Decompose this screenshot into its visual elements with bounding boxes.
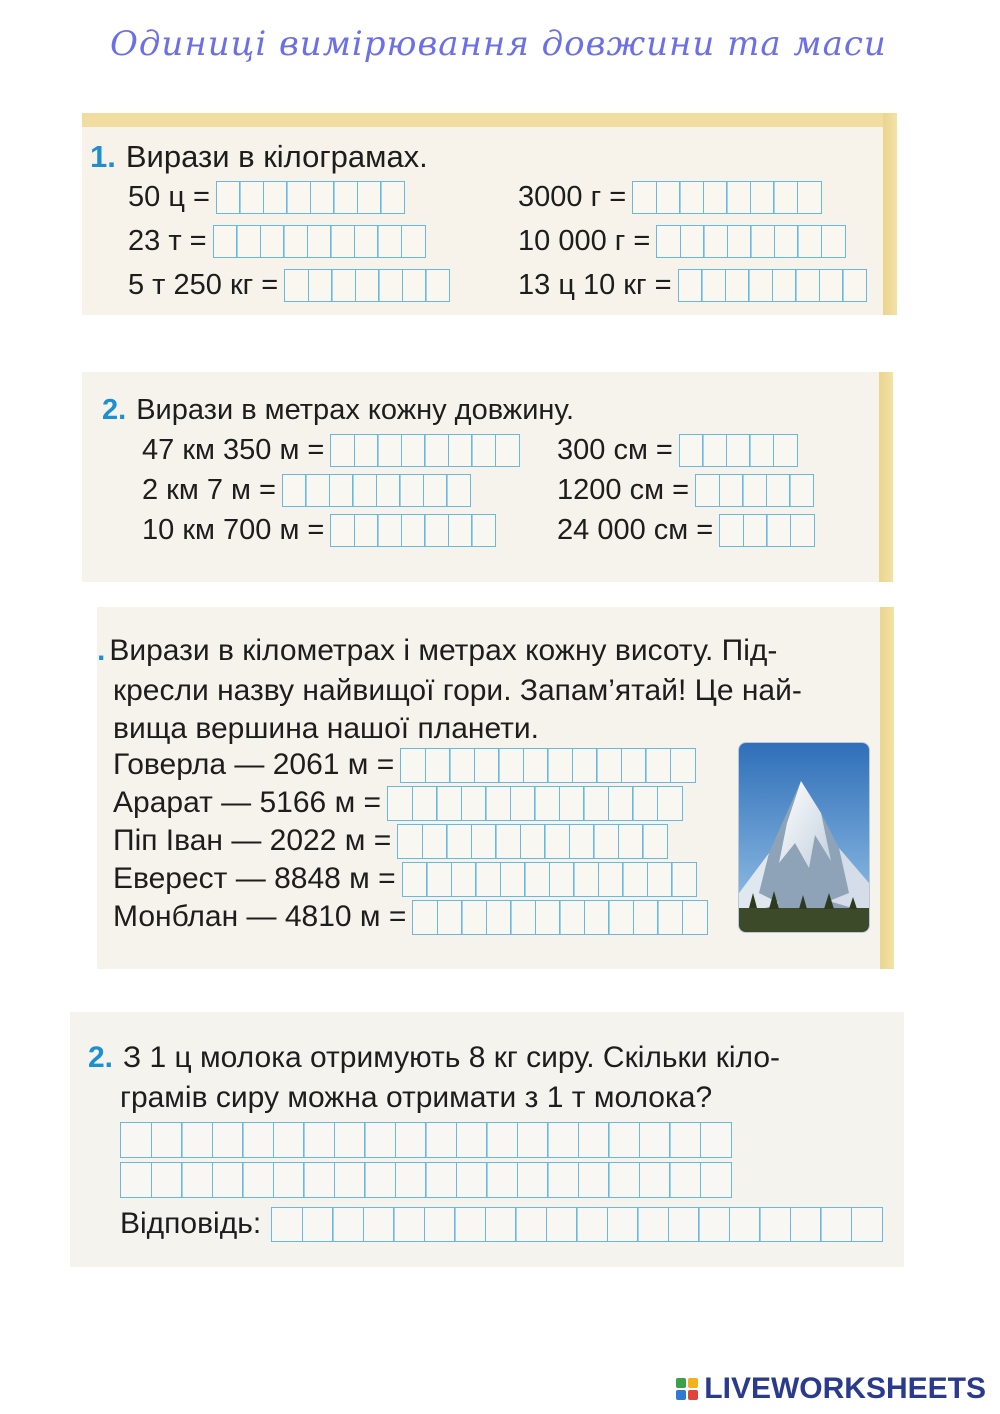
answer-cell[interactable]: [454, 1207, 486, 1242]
ex3-item-2: [113, 783, 681, 823]
answer-cell[interactable]: [424, 1207, 456, 1242]
solution-cell[interactable]: [608, 1162, 640, 1198]
answer-cell[interactable]: [263, 181, 288, 214]
answer-cell[interactable]: [387, 786, 413, 821]
answer-cell[interactable]: [437, 900, 463, 935]
ex1-item-4: [518, 179, 820, 215]
answer-cell[interactable]: [790, 514, 815, 547]
answer-cell[interactable]: [448, 434, 473, 467]
answer-field[interactable]: [271, 1207, 881, 1242]
exercise-2-heading: [102, 392, 574, 428]
answer-cell[interactable]: [647, 862, 673, 897]
answer-cell[interactable]: [593, 824, 619, 859]
answer-cell[interactable]: [378, 269, 403, 302]
answer-field[interactable]: [397, 824, 667, 859]
answer-cell[interactable]: [213, 225, 238, 258]
answer-field[interactable]: [679, 434, 797, 467]
answer-cell[interactable]: [239, 181, 264, 214]
answer-cell[interactable]: [448, 514, 473, 547]
answer-cell[interactable]: [486, 900, 512, 935]
ex1-label-6: 13 ц 10 кг =: [518, 269, 672, 301]
answer-cell[interactable]: [789, 474, 814, 507]
answer-cell[interactable]: [645, 748, 671, 783]
solution-row-1[interactable]: [120, 1122, 730, 1158]
worksheet-title: Одиниці вимірювання довжини та маси: [110, 24, 887, 64]
ex2-label-5: 1200 см =: [557, 474, 690, 506]
exercise-number: 1.: [90, 139, 116, 174]
answer-cell[interactable]: [749, 434, 774, 467]
solution-cell[interactable]: [212, 1162, 244, 1198]
answer-cell[interactable]: [401, 225, 426, 258]
answer-cell[interactable]: [402, 269, 427, 302]
answer-cell[interactable]: [376, 474, 401, 507]
solution-cell[interactable]: [334, 1162, 366, 1198]
answer-cell[interactable]: [422, 824, 448, 859]
answer-cell[interactable]: [772, 269, 797, 302]
solution-cell[interactable]: [120, 1122, 152, 1158]
solution-cell[interactable]: [669, 1162, 701, 1198]
ex1-item-2: [128, 223, 424, 259]
ex1-item-3: [128, 267, 449, 303]
answer-cell[interactable]: [726, 181, 751, 214]
answer-field[interactable]: [216, 181, 404, 214]
answer-cell[interactable]: [633, 900, 659, 935]
answer-cell[interactable]: [679, 434, 704, 467]
answer-field[interactable]: [656, 225, 844, 258]
answer-cell[interactable]: [357, 181, 382, 214]
answer-cell[interactable]: [393, 1207, 425, 1242]
ex2-label-1: 47 км 350 м =: [142, 434, 325, 466]
logo-text: LIVEWORKSHEETS: [704, 1372, 986, 1405]
answer-cell[interactable]: [572, 748, 598, 783]
answer-cell[interactable]: [412, 900, 438, 935]
answer-cell[interactable]: [702, 434, 727, 467]
answer-cell[interactable]: [703, 181, 728, 214]
exercise-3-text-3: вища вершина нашої планети.: [113, 712, 539, 745]
answer-cell[interactable]: [236, 225, 261, 258]
answer-field[interactable]: [678, 269, 866, 302]
exercise-4-line-1: [88, 1038, 780, 1078]
answer-cell[interactable]: [547, 748, 573, 783]
ex2-label-6: 24 000 см =: [557, 514, 714, 546]
exercise-4-line-2: [120, 1078, 712, 1118]
answer-cell[interactable]: [461, 900, 487, 935]
ex2-item-1: [142, 432, 518, 468]
answer-cell[interactable]: [750, 181, 775, 214]
answer-cell[interactable]: [549, 862, 575, 897]
answer-cell[interactable]: [330, 225, 355, 258]
ex2-item-2: [142, 472, 470, 508]
solution-cell[interactable]: [273, 1122, 305, 1158]
answer-cell[interactable]: [695, 474, 720, 507]
answer-cell[interactable]: [302, 1207, 334, 1242]
solution-cell[interactable]: [517, 1162, 549, 1198]
answer-cell[interactable]: [363, 1207, 395, 1242]
answer-cell[interactable]: [352, 474, 377, 507]
answer-cell[interactable]: [282, 474, 307, 507]
answer-cell[interactable]: [397, 824, 423, 859]
solution-cell[interactable]: [151, 1162, 183, 1198]
solution-cell[interactable]: [364, 1162, 396, 1198]
answer-cell[interactable]: [766, 514, 791, 547]
answer-cell[interactable]: [632, 181, 657, 214]
answer-cell[interactable]: [355, 269, 380, 302]
mountain-illustration: [739, 743, 869, 932]
solution-cell[interactable]: [181, 1162, 213, 1198]
answer-cell[interactable]: [656, 225, 681, 258]
solution-cell[interactable]: [151, 1122, 183, 1158]
solution-cell[interactable]: [212, 1122, 244, 1158]
answer-cell[interactable]: [774, 225, 799, 258]
answer-cell[interactable]: [284, 269, 309, 302]
answer-cell[interactable]: [216, 181, 241, 214]
answer-cell[interactable]: [307, 225, 332, 258]
solution-cell[interactable]: [486, 1162, 518, 1198]
answer-cell[interactable]: [773, 181, 798, 214]
answer-cell[interactable]: [679, 181, 704, 214]
answer-cell[interactable]: [656, 181, 681, 214]
answer-cell[interactable]: [576, 1207, 608, 1242]
liveworksheets-logo: [676, 1372, 986, 1406]
answer-field[interactable]: [282, 474, 470, 507]
answer-cell[interactable]: [725, 269, 750, 302]
answer-cell[interactable]: [498, 748, 524, 783]
answer-cell[interactable]: [773, 434, 798, 467]
answer-cell[interactable]: [426, 862, 452, 897]
exercise-4-panel: [70, 1012, 904, 1267]
answer-field[interactable]: [719, 514, 813, 547]
answer-cell[interactable]: [377, 225, 402, 258]
answer-cell[interactable]: [795, 269, 820, 302]
answer-cell[interactable]: [607, 1207, 639, 1242]
answer-cell[interactable]: [598, 862, 624, 897]
solution-cell[interactable]: [456, 1122, 488, 1158]
answer-cell[interactable]: [330, 434, 355, 467]
solution-cell[interactable]: [547, 1122, 579, 1158]
solution-cell[interactable]: [395, 1162, 427, 1198]
answer-cell[interactable]: [569, 824, 595, 859]
ex2-label-4: 300 см =: [557, 434, 673, 466]
answer-cell[interactable]: [474, 748, 500, 783]
solution-cell[interactable]: [364, 1122, 396, 1158]
solution-cell[interactable]: [303, 1162, 335, 1198]
answer-cell[interactable]: [260, 225, 285, 258]
exercise-2-text: Вирази в метрах кожну довжину.: [136, 394, 575, 426]
answer-cell[interactable]: [402, 862, 428, 897]
ex1-label-5: 10 000 г =: [518, 225, 651, 257]
answer-cell[interactable]: [329, 474, 354, 507]
exercise-3-line-3: [113, 709, 539, 749]
answer-cell[interactable]: [424, 514, 449, 547]
ex3-label-3: Піп Іван — 2022 м =: [113, 824, 392, 857]
answer-field[interactable]: [330, 514, 495, 547]
solution-cell[interactable]: [425, 1122, 457, 1158]
ex2-item-4: [557, 432, 796, 468]
answer-cell[interactable]: [377, 514, 402, 547]
answer-cell[interactable]: [475, 862, 501, 897]
answer-cell[interactable]: [461, 786, 487, 821]
ex1-item-6: [518, 267, 866, 303]
ex3-label-5: Монблан — 4810 м =: [113, 900, 407, 933]
answer-cell[interactable]: [680, 225, 705, 258]
ex3-item-3: [113, 821, 667, 861]
answer-cell[interactable]: [766, 474, 791, 507]
solution-cell[interactable]: [578, 1122, 610, 1158]
exercise-4-text-1: З 1 ц молока отримують 8 кг сиру. Скільки кіло-: [123, 1041, 781, 1074]
answer-cell[interactable]: [546, 1207, 578, 1242]
answer-cell[interactable]: [330, 514, 355, 547]
answer-cell[interactable]: [500, 862, 526, 897]
ex2-item-5: [557, 472, 813, 508]
solution-cell[interactable]: [700, 1162, 732, 1198]
solution-cell[interactable]: [639, 1162, 671, 1198]
answer-cell[interactable]: [446, 824, 472, 859]
answer-field[interactable]: [402, 862, 696, 897]
answer-cell[interactable]: [510, 786, 536, 821]
answer-cell[interactable]: [535, 900, 561, 935]
solution-cell[interactable]: [242, 1122, 274, 1158]
answer-cell[interactable]: [559, 786, 585, 821]
answer-cell[interactable]: [271, 1207, 303, 1242]
ex2-item-6: [557, 512, 813, 548]
ex1-item-1: [128, 179, 404, 215]
answer-cell[interactable]: [354, 514, 379, 547]
solution-cell[interactable]: [273, 1162, 305, 1198]
exercise-4-text-2: грамів сиру можна отримати з 1 т молока?: [120, 1081, 713, 1114]
answer-cell[interactable]: [618, 824, 644, 859]
answer-field[interactable]: [412, 900, 706, 935]
solution-cell[interactable]: [334, 1122, 366, 1158]
answer-cell[interactable]: [524, 862, 550, 897]
answer-cell[interactable]: [678, 269, 703, 302]
ex3-label-4: Еверест — 8848 м =: [113, 862, 396, 895]
answer-cell[interactable]: [759, 1207, 791, 1242]
solution-cell[interactable]: [639, 1122, 671, 1158]
answer-cell[interactable]: [446, 474, 471, 507]
answer-cell[interactable]: [596, 748, 622, 783]
solution-cell[interactable]: [517, 1122, 549, 1158]
answer-cell[interactable]: [657, 900, 683, 935]
solution-cell[interactable]: [700, 1122, 732, 1158]
answer-cell[interactable]: [510, 900, 536, 935]
solution-cell[interactable]: [303, 1122, 335, 1158]
answer-cell[interactable]: [310, 181, 335, 214]
answer-cell[interactable]: [608, 786, 634, 821]
answer-cell[interactable]: [451, 862, 477, 897]
answer-cell[interactable]: [703, 225, 728, 258]
answer-cell[interactable]: [573, 862, 599, 897]
answer-cell[interactable]: [449, 748, 475, 783]
ex1-label-4: 3000 г =: [518, 181, 627, 213]
answer-cell[interactable]: [797, 225, 822, 258]
answer-cell[interactable]: [584, 900, 610, 935]
answer-cell[interactable]: [642, 824, 668, 859]
answer-cell[interactable]: [425, 269, 450, 302]
answer-cell[interactable]: [331, 269, 356, 302]
ex3-item-1: [113, 745, 694, 785]
answer-cell[interactable]: [399, 474, 424, 507]
answer-cell[interactable]: [471, 434, 496, 467]
exercise-3-line-2: [113, 671, 802, 711]
answer-cell[interactable]: [305, 474, 330, 507]
exercise-2-panel: [82, 372, 893, 582]
solution-cell[interactable]: [242, 1162, 274, 1198]
answer-cell[interactable]: [401, 434, 426, 467]
answer-cell[interactable]: [333, 181, 358, 214]
answer-cell[interactable]: [400, 748, 426, 783]
answer-cell[interactable]: [534, 786, 560, 821]
answer-cell[interactable]: [423, 474, 448, 507]
answer-field[interactable]: [400, 748, 694, 783]
ex2-item-3: [142, 512, 495, 548]
answer-field[interactable]: [695, 474, 813, 507]
answer-cell[interactable]: [523, 748, 549, 783]
answer-cell[interactable]: [727, 225, 752, 258]
answer-label: Відповідь:: [120, 1207, 262, 1240]
answer-cell[interactable]: [471, 514, 496, 547]
exercise-3-line-1: [97, 631, 777, 671]
answer-cell[interactable]: [682, 900, 708, 935]
solution-cell[interactable]: [395, 1122, 427, 1158]
answer-cell[interactable]: [436, 786, 462, 821]
solution-cell[interactable]: [669, 1122, 701, 1158]
answer-cell[interactable]: [657, 786, 683, 821]
answer-cell[interactable]: [842, 269, 867, 302]
ex1-label-2: 23 т =: [128, 225, 207, 257]
exercise-1-heading: [90, 139, 428, 175]
answer-cell[interactable]: [520, 824, 546, 859]
answer-cell[interactable]: [412, 786, 438, 821]
answer-cell[interactable]: [719, 514, 744, 547]
exercise-1-text: Вирази в кілограмах.: [125, 139, 428, 174]
ex3-item-5: [113, 897, 706, 937]
answer-cell[interactable]: [583, 786, 609, 821]
answer-cell[interactable]: [377, 434, 402, 467]
answer-cell[interactable]: [283, 225, 308, 258]
answer-cell[interactable]: [286, 181, 311, 214]
solution-cell[interactable]: [181, 1122, 213, 1158]
answer-cell[interactable]: [559, 900, 585, 935]
answer-cell[interactable]: [671, 862, 697, 897]
answer-cell[interactable]: [750, 225, 775, 258]
ex1-label-3: 5 т 250 кг =: [128, 269, 279, 301]
answer-field[interactable]: [330, 434, 518, 467]
answer-cell[interactable]: [670, 748, 696, 783]
exercise-1-panel: [82, 113, 897, 315]
solution-cell[interactable]: [120, 1162, 152, 1198]
answer-cell[interactable]: [308, 269, 333, 302]
solution-cell[interactable]: [486, 1122, 518, 1158]
logo-mark-icon: [676, 1378, 698, 1400]
answer-cell[interactable]: [608, 900, 634, 935]
answer-cell[interactable]: [401, 514, 426, 547]
exercise-number: 2.: [102, 394, 127, 426]
ex3-item-4: [113, 859, 696, 899]
answer-cell[interactable]: [726, 434, 751, 467]
answer-cell[interactable]: [819, 269, 844, 302]
answer-cell[interactable]: [743, 514, 768, 547]
ex2-label-3: 10 км 700 м =: [142, 514, 325, 546]
answer-cell[interactable]: [851, 1207, 883, 1242]
answer-cell[interactable]: [515, 1207, 547, 1242]
exercise-number: 2.: [88, 1041, 114, 1074]
answer-field[interactable]: [387, 786, 681, 821]
answer-row: [120, 1204, 881, 1244]
answer-cell[interactable]: [621, 748, 647, 783]
ex2-label-2: 2 км 7 м =: [142, 474, 276, 506]
ex1-item-5: [518, 223, 844, 259]
exercise-number: .: [97, 634, 106, 667]
ex3-label-1: Говерла — 2061 м =: [113, 748, 395, 781]
answer-cell[interactable]: [424, 434, 449, 467]
answer-cell[interactable]: [742, 474, 767, 507]
answer-cell[interactable]: [701, 269, 726, 302]
solution-cell[interactable]: [425, 1162, 457, 1198]
answer-cell[interactable]: [748, 269, 773, 302]
solution-cell[interactable]: [578, 1162, 610, 1198]
answer-cell[interactable]: [729, 1207, 761, 1242]
answer-cell[interactable]: [332, 1207, 364, 1242]
answer-cell[interactable]: [354, 225, 379, 258]
answer-cell[interactable]: [380, 181, 405, 214]
exercise-3-text-2: кресли назву найвищої гори. Запам’ятай! Це най-: [113, 674, 802, 707]
answer-cell[interactable]: [622, 862, 648, 897]
answer-cell[interactable]: [485, 786, 511, 821]
answer-cell[interactable]: [471, 824, 497, 859]
answer-cell[interactable]: [485, 1207, 517, 1242]
answer-cell[interactable]: [632, 786, 658, 821]
answer-field[interactable]: [284, 269, 449, 302]
answer-cell[interactable]: [425, 748, 451, 783]
answer-cell[interactable]: [354, 434, 379, 467]
answer-cell[interactable]: [495, 434, 520, 467]
answer-cell[interactable]: [495, 824, 521, 859]
answer-cell[interactable]: [719, 474, 744, 507]
answer-cell[interactable]: [698, 1207, 730, 1242]
answer-cell[interactable]: [797, 181, 822, 214]
solution-cell[interactable]: [547, 1162, 579, 1198]
answer-cell[interactable]: [544, 824, 570, 859]
ex1-label-1: 50 ц =: [128, 181, 210, 213]
solution-cell[interactable]: [608, 1122, 640, 1158]
answer-cell[interactable]: [637, 1207, 669, 1242]
answer-field[interactable]: [213, 225, 425, 258]
exercise-3-text-1: Вирази в кілометрах і метрах кожну висоту. Під-: [109, 634, 778, 667]
answer-cell[interactable]: [790, 1207, 822, 1242]
solution-row-2[interactable]: [120, 1162, 730, 1198]
mountain-photo: [738, 742, 870, 933]
ex3-label-2: Арарат — 5166 м =: [113, 786, 382, 819]
solution-cell[interactable]: [456, 1162, 488, 1198]
answer-cell[interactable]: [820, 1207, 852, 1242]
answer-cell[interactable]: [668, 1207, 700, 1242]
answer-field[interactable]: [632, 181, 820, 214]
answer-cell[interactable]: [821, 225, 846, 258]
